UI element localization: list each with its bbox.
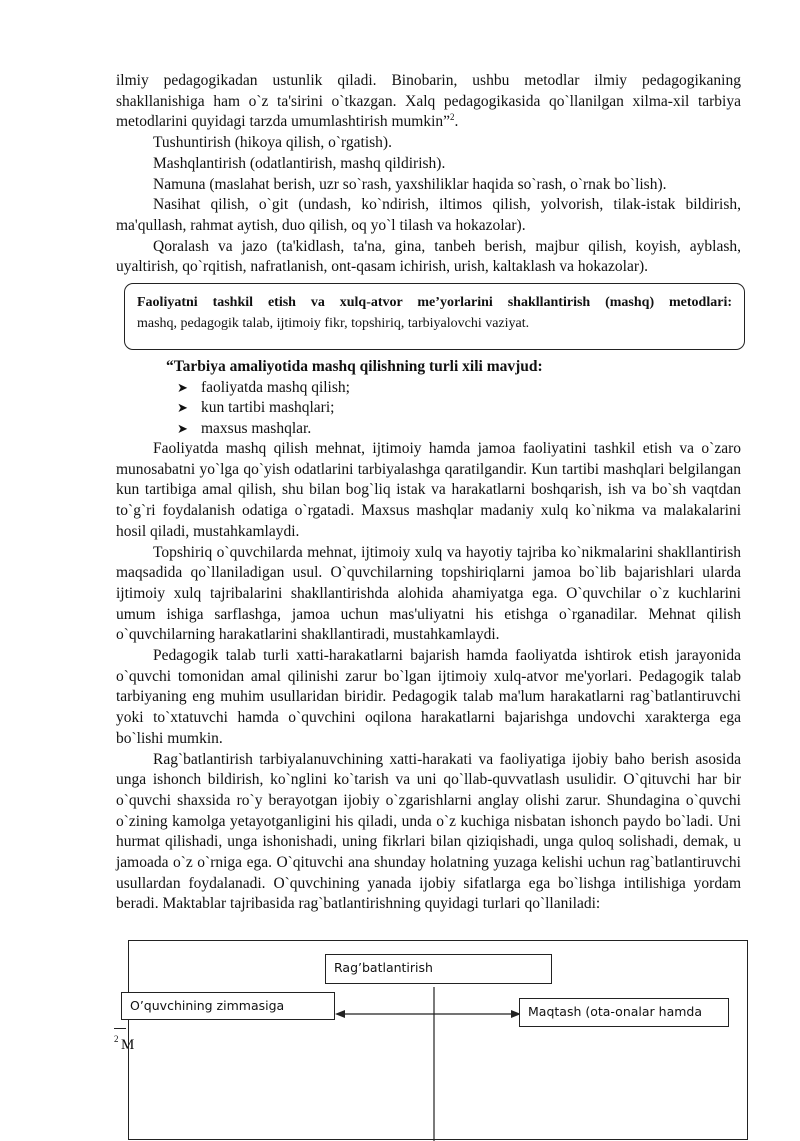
paragraph: Pedagogik talab turli xatti-harakatlarni bajarish hamda faoliyatda ishtirok etish jarayonida o`quvchi tomonidan amal qilinishi zarur bo`lgan ijtimoiy xulq-atvor me'yorlari. Pedagogik talab tarbiyaning eng muhim usullaridan biridir. Pedagogik talab ma'lum harakatlarni rag`batlantiruvchi yoki to`xtatuvchi hamda o`quvchini oqilona harakatlarni bajarishga undovchi xarakterga ega bo`lishi mumkin. xyxy=(116,647,741,747)
diagram-right-node: Maqtash (ota-onalar hamda xyxy=(519,998,729,1027)
body-text-top xyxy=(116,71,741,278)
callout-title: Faoliyatni tashkil etish va xulq-atvor me’yorlarini shakllantirish (mashq) metodlari: xyxy=(137,295,732,310)
diagram-left-node: O’quvchining zimmasiga xyxy=(121,992,335,1020)
paragraph: ilmiy pedagogikadan ustunlik qiladi. Binobarin, ushbu metodlar ilmiy pedagogikaning shakllanishiga ham o`z ta'sirini o`tkazgan. Xalq pedagogikasida qo`llanilgan xilma-xil tarbiya metodlarini quyidagi tarzda umumlashtirish mumkin”$^2$. xyxy=(116,72,741,131)
list-item: ➤ faoliyatda mashq qilish; xyxy=(177,378,543,399)
exercise-heading: “Tarbiya amaliyotida mashq qilishning turli xili mavjud: xyxy=(166,358,543,375)
callout-body: mashq, pedagogik talab, ijtimoiy fikr, topshiriq, tarbiyalovchi vaziyat. xyxy=(137,316,530,331)
diagram-root-node: Rag’batlantirish xyxy=(325,954,552,984)
paragraph: Qoralash va jazo (ta'kidlash, ta'na, gina, tanbeh berish, majbur qilish, koyish, ayblash, uyaltirish, qo`rqitish, nafratlanish, ont-qasam ichirish, urish, kaltaklash va hokazolar). xyxy=(116,237,741,276)
paragraph: Rag`batlantirish tarbiyalanuvchining xatti-harakati va faoliyatiga ijobiy baho berish asosida unga ishonch bildirish, ko`nglini ko`tarish va uni qo`llab-quvvatlash usulidir. O`qituvchi har bir o`quvchi shaxsida ro`y berayotgan ijobiy o`zgarishlarni anglay olishi zarur. Shundagina o`quvchi o`zining kamolga yetayotganligini his qiladi, unda o`z kuchiga nisbatan ishonch paydo bo`ladi. Uni hurmat qilishadi, unga ishonishadi, uning fikrlari bilan qiziqishadi, unga quloq solishadi, demak, u jamoada o`z o`rniga ega. O`qituvchi ana shunday holatning yuzaga kelishi uchun rag`batlantiruvchi usullardan foydalanadi. O`quvchining yanada ijobiy sifatlarga ega bo`lishga intilishiga yordam beradi. Maktablar tajribasida rag`batlantirishning quyidagi turlari qo`llaniladi: xyxy=(116,750,741,913)
encouragement-diagram xyxy=(128,940,748,1140)
arrow-bullet-icon: ➤ xyxy=(177,400,188,416)
arrow-bullet-icon: ➤ xyxy=(177,379,188,395)
arrow-left-icon xyxy=(335,1010,345,1018)
footnote-separator xyxy=(114,1028,126,1029)
arrow-bullet-icon: ➤ xyxy=(177,421,188,437)
body-text-bottom xyxy=(116,439,741,915)
paragraph: Namuna (maslahat berish, uzr so`rash, yaxshiliklar haqida so`rash, o`rnak bo`lish). xyxy=(153,175,667,193)
paragraph: Mashqlantirish (odatlantirish, mashq qildirish). xyxy=(153,154,446,172)
exercise-list xyxy=(166,378,543,440)
footnote-reference[interactable]: 2 xyxy=(450,112,455,123)
paragraph: Topshiriq o`quvchilarda mehnat, ijtimoiy xulq va hayotiy tajriba ko`nikmalarini shakllantirish maqsadida qo`llaniladigan usul. O`quvchilarning topshiriqlarni jamoa bo`lib bajarishlari ularda ijtimoiy xulq tajribalarini shakllantirishda alohida ahamiyatga ega. O`quvchilar o`z kuchlarini umum ishiga sarflashga, jamoa uchun mas'uliyatni his etishga o`rganadilar. Mehnat qilish o`quvchilarning harakatlarini shakllantiradi, mustahkamlaydi. xyxy=(116,543,741,644)
paragraph: Tushuntirish (hikoya qilish, o`rgatish). xyxy=(153,134,392,152)
list-item: ➤ maxsus mashqlar. xyxy=(177,419,543,440)
exercise-section xyxy=(166,357,543,440)
paragraph: Faoliyatda mashq qilish mehnat, ijtimoiy hamda jamoa faoliyatini tashkil etish va o`zaro munosabatni yo`lga qo`yish odatlarini tarbiyalashga qaratilgandir. Kun tartibi mashqlari belgilangan kun tartibiga amal qilish, shu bilan bog`liq istak va harakatlarni boshqarish, ish va bo`sh vaqtdan to`g`ri foydalanish odatiga o`rgatadi. Maxsus mashqlar madaniy xulq ko`nikma va malakalarini hosil qiladi, mustahkamlaydi. xyxy=(116,440,741,540)
methods-callout-box xyxy=(124,283,745,350)
footnote-number: 2 xyxy=(114,1034,119,1044)
paragraph: Nasihat qilish, o`git (undash, ko`ndirish, iltimos qilish, yolvorish, tilak-istak bildirish, ma'qullash, rahmat aytish, duo qilish, oq yo`l tilash va hokazolar). xyxy=(116,196,741,234)
footnote-text: M xyxy=(121,1037,135,1053)
list-item: ➤ kun tartibi mashqlari; xyxy=(177,398,543,419)
